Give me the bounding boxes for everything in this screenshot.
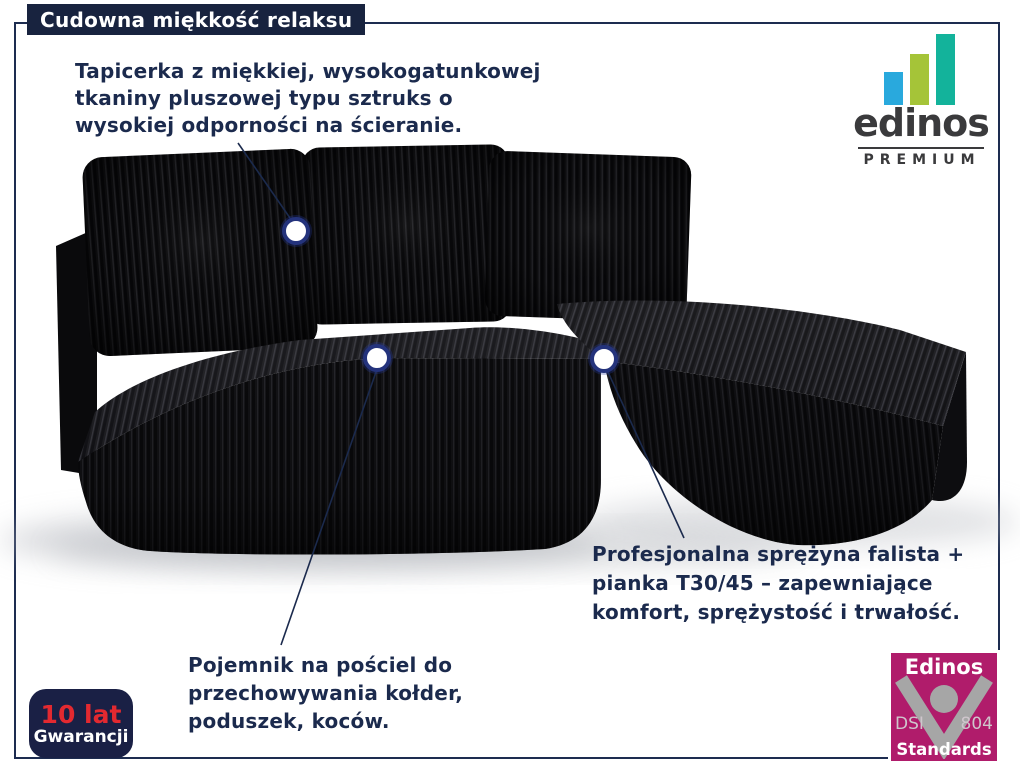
standards-code-right: 804 xyxy=(960,714,993,734)
feature-marker-storage xyxy=(361,342,393,374)
standards-badge-inner xyxy=(891,653,997,761)
banner-title xyxy=(27,4,365,35)
annotation-springs xyxy=(592,540,964,627)
annotation-upholstery-line2: tkaniny pluszowej typu sztruks o xyxy=(75,86,453,110)
back-cushion-middle xyxy=(301,144,511,325)
brand-bars-icon xyxy=(884,34,955,105)
annotation-storage-line3: poduszek, koców. xyxy=(188,709,390,733)
annotation-upholstery xyxy=(75,58,541,139)
brand-tier: PREMIUM xyxy=(863,152,981,168)
brand-bar-teal xyxy=(936,34,955,105)
annotation-storage xyxy=(188,651,463,735)
back-cushion-left xyxy=(82,148,318,357)
brand-divider xyxy=(858,147,984,149)
annotation-springs-line3: komfort, sprężystość i trwałość. xyxy=(592,600,961,624)
warranty-duration: 10 lat xyxy=(40,699,122,729)
annotation-upholstery-line3: wysokiej odporności na ścieranie. xyxy=(75,113,463,137)
standards-label: Standards xyxy=(896,740,992,759)
back-cushion-right xyxy=(484,151,692,323)
brand-name: edinos xyxy=(853,101,989,145)
brand-bar-green xyxy=(910,54,929,105)
annotation-upholstery-line1: Tapicerka z miękkiej, wysokogatunkowej xyxy=(75,59,541,83)
annotation-springs-line2: pianka T30/45 – zapewniające xyxy=(592,571,933,595)
standards-badge xyxy=(888,650,1000,764)
annotation-springs-line1: Profesjonalna sprężyna falista + xyxy=(592,542,965,566)
annotation-storage-line2: przechowywania kołder, xyxy=(188,681,463,705)
standards-code-left: DSI xyxy=(895,714,924,734)
warranty-label: Gwarancji xyxy=(33,726,129,747)
banner-title-text: Cudowna miękkość relaksu xyxy=(40,7,353,32)
standards-brand: Edinos xyxy=(904,655,984,679)
seat xyxy=(78,327,603,554)
warranty-badge xyxy=(29,689,133,758)
feature-marker-upholstery xyxy=(280,215,312,247)
feature-marker-springs xyxy=(588,343,620,375)
annotation-storage-line1: Pojemnik na pościel do xyxy=(188,653,453,677)
